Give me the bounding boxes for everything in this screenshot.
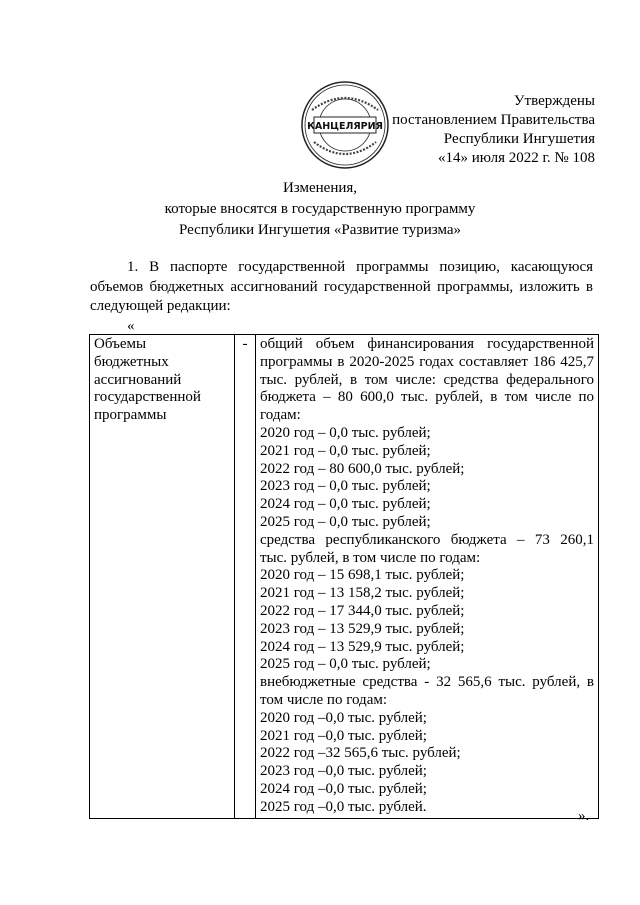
content-line: общий объем финансирования государственной [260, 336, 594, 352]
body-paragraph: 1. В паспорте государственной программы позицию, касающуюся объемов бюджетных ассигнований государственной программы, изложить в следующей редакции: [90, 259, 593, 314]
content-line: 2025 год – 0,0 тыс. рублей; [260, 656, 431, 673]
content-line: средства республиканского бюджета – 73 260,1 [260, 531, 594, 548]
content-line: 2020 год –0,0 тыс. рублей; [260, 709, 427, 726]
label-line: государственной [94, 389, 201, 406]
closing-quote: ». [578, 808, 590, 824]
content-line: внебюджетные средства - 32 565,6 тыс. рублей, в [260, 674, 594, 691]
approval-line: постановлением Правительства [392, 112, 595, 128]
seal-text: КАНЦЕЛЯРИЯ [307, 121, 383, 132]
table-row [90, 335, 599, 819]
label-line: ассигнований [94, 371, 182, 388]
content-line: 2023 год –0,0 тыс. рублей; [260, 763, 427, 780]
content-line: 2022 год –32 565,6 тыс. рублей; [260, 745, 461, 762]
content-line: тыс. рублей, в том числе: средства федерального [260, 371, 594, 388]
content-line: 2022 год – 17 344,0 тыс. рублей; [260, 602, 465, 619]
approval-line: Утверждены [513, 93, 595, 109]
label-cell [90, 335, 235, 819]
approval-block [295, 92, 595, 168]
content-line: 2021 год – 0,0 тыс. рублей; [260, 442, 431, 459]
content-line: годам: [260, 407, 301, 424]
content-line: 2025 год –0,0 тыс. рублей. [260, 798, 427, 815]
content-line: программы в 2020-2025 годах составляет 186 425,7 [260, 353, 594, 370]
content-line: 2023 год – 0,0 тыс. рублей; [260, 478, 431, 495]
label-line: бюджетных [94, 353, 169, 370]
content-line: 2020 год – 0,0 тыс. рублей; [260, 424, 431, 441]
content-line: 2021 год – 13 158,2 тыс. рублей; [260, 585, 465, 602]
content-cell [256, 335, 599, 819]
label-line: программы [94, 407, 167, 424]
title-line: Республики Ингушетия «Развитие туризма» [178, 222, 462, 238]
document-title [0, 178, 640, 241]
content-line: бюджета – 80 600,0 тыс. рублей, в том числе по [260, 389, 594, 406]
budget-table [89, 334, 599, 819]
content-line: 2021 год –0,0 тыс. рублей; [260, 727, 427, 744]
content-line: 2024 год – 0,0 тыс. рублей; [260, 496, 431, 513]
content-line: 2020 год – 15 698,1 тыс. рублей; [260, 567, 465, 584]
content-line: 2023 год – 13 529,9 тыс. рублей; [260, 620, 465, 637]
dash-cell: - [235, 335, 256, 819]
title-line: Изменения, [282, 180, 358, 196]
content-line: 2022 год – 80 600,0 тыс. рублей; [260, 460, 465, 477]
content-line: том числе по годам: [260, 691, 388, 708]
content-line: 2024 год – 13 529,9 тыс. рублей; [260, 638, 465, 655]
content-line: 2024 год –0,0 тыс. рублей; [260, 780, 427, 797]
title-line: которые вносятся в государственную программу [164, 201, 476, 217]
label-line: Объемы [94, 336, 147, 352]
content-line: 2025 год – 0,0 тыс. рублей; [260, 513, 431, 530]
approval-line: Республики Ингушетия [443, 131, 595, 147]
content-line: тыс. рублей, в том числе по годам: [260, 549, 481, 566]
approval-date-line: «14» июля 2022 г. № 108 [437, 150, 595, 166]
opening-quote: « [127, 318, 135, 334]
